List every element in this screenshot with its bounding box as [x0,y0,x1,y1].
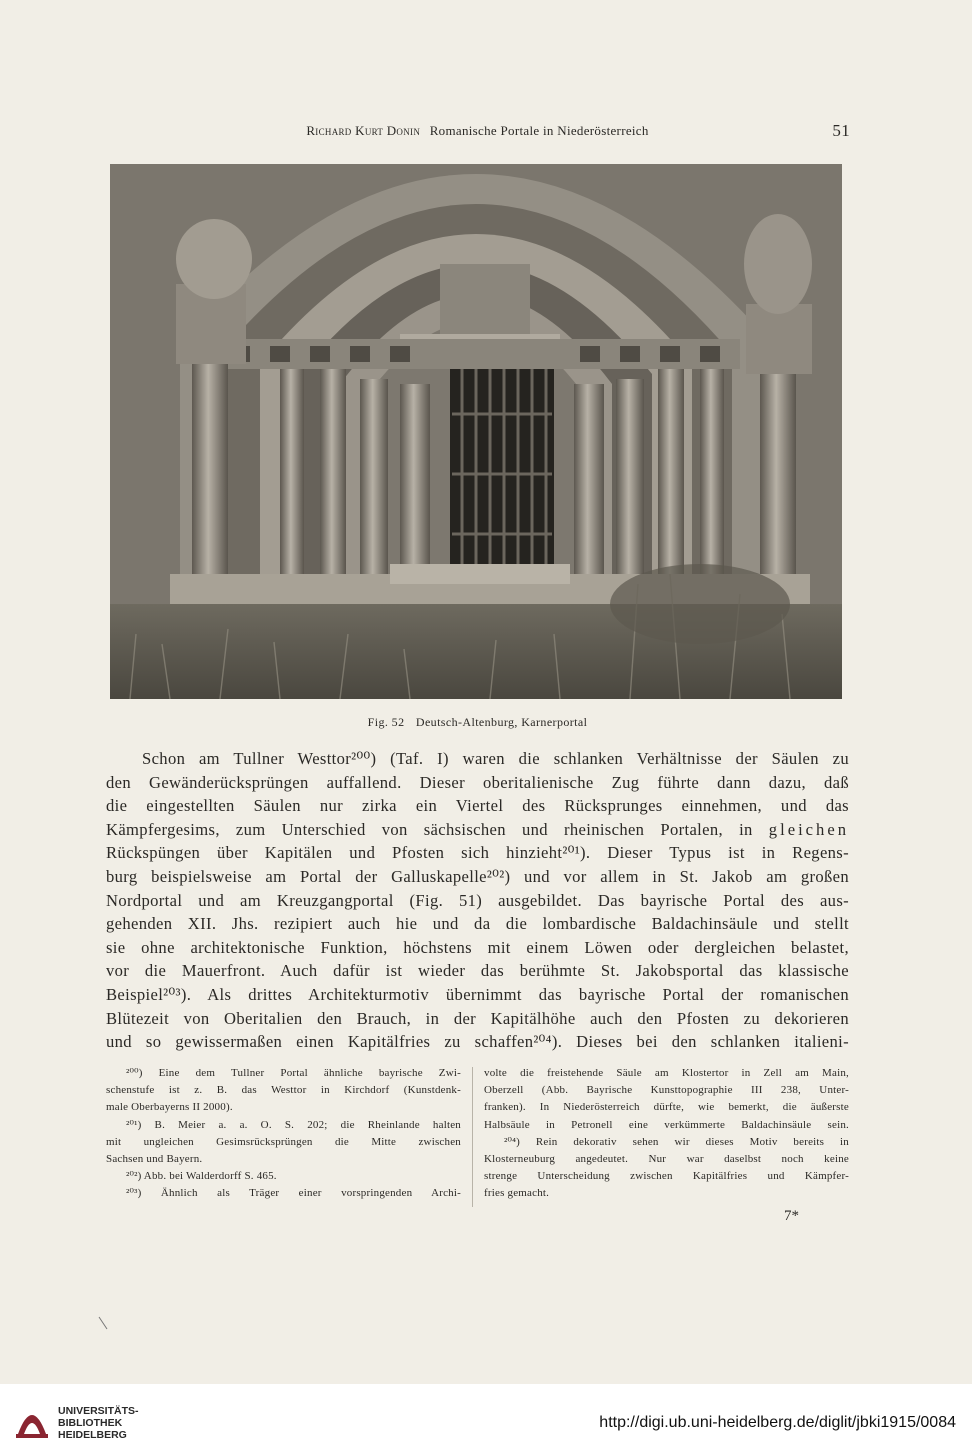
running-head-title-line [105,123,850,139]
footnote-line: strenge Unterscheidung zwischen Kapitälfries und Kämpfer- [484,1170,849,1183]
library-footer [0,1384,972,1456]
running-head-title: Romanische Portale in Niederösterreich [429,123,649,138]
footnotes-right-column [484,1065,849,1203]
body-paragraph [106,747,849,1054]
footnote-line: Klosterneuburg angedeutet. Nur war daselbst noch keine [484,1152,849,1165]
portal-photograph-illustration [110,164,842,699]
footnote-line: ²⁰⁴) Rein dekorativ sehen wir dieses Motiv bereits in [504,1135,849,1148]
library-name [58,1405,139,1441]
running-head-author: Richard Kurt Donin [306,123,421,138]
footnote-line: ²⁰³) Ähnlich als Träger einer vorspringenden Archi- [126,1187,461,1200]
page-number: 51 [832,121,850,140]
body-line: Beispiel²⁰³). Als drittes Architekturmotiv übernimmt das bayrische Portal der romanischen [106,984,849,1004]
body-line [106,818,849,842]
footnote-line: Halbsäule in Petronell eine verkümmerte Baldachinsäule sein. [484,1118,849,1131]
footnote-line: fries gemacht. [484,1187,550,1200]
body-line: Nordportal und am Kreuzgangportal (Fig. 51) ausgebildet. Das bayrische Portal des aus- [106,890,849,910]
body-line: den Gewänderücksprüngen auffallend. Dieser oberitalienische Zug führte dann dazu, daß [106,772,849,792]
body-line: sie ohne architektonische Funktion, höchstens mit einem Löwen oder dergleichen belastet, [106,937,849,957]
figure-caption-text: Deutsch-Altenburg, Karnerportal [415,715,588,729]
library-name-line: UNIVERSITÄTS- [58,1405,139,1417]
body-line: vor die Mauerfront. Auch dafür ist wieder das berühmte St. Jakobsportal das klassische [106,961,849,981]
portal-photograph [110,164,842,699]
body-line: Blütezeit von Oberitalien den Brauch, in der Kapitälhöhe auch den Pfosten zu dekorieren [106,1008,849,1028]
footnote-line: mit ungleichen Gesimsrücksprüngen die Mitte zwischen [106,1135,461,1148]
figure-caption [105,715,850,730]
footnote-line: Oberzell (Abb. Bayrische Kunsttopographie III 238, Unter- [484,1084,849,1097]
library-logo-icon [12,1402,52,1442]
footnote-line: ²⁰²) Abb. bei Walderdorff S. 465. [126,1170,277,1183]
footnote-line: male Oberbayerns II 2000). [106,1101,233,1114]
body-line: Rückspüngen über Kapitälen und Pfosten sich hinzieht²⁰¹). Dieser Typus ist in Regens- [106,843,849,863]
footnote-line: schenstufe ist z. B. das Westtor in Kirchdorf (Kunstdenk- [106,1084,461,1097]
pencil-mark-icon [98,1316,108,1330]
library-name-line: HEIDELBERG [58,1429,127,1441]
figure-label: Fig. 52 [367,715,405,729]
footnotes-left-column [106,1065,461,1203]
body-line: Schon am Tullner Westtor²⁰⁰) (Taf. I) waren die schlanken Verhältnisse der Säulen zu [142,749,849,768]
permalink-url[interactable]: http://digi.ub.uni-heidelberg.de/diglit/jbki1915/0084 [599,1414,956,1431]
body-line: gehenden XII. Jhs. rezipiert auch hie und da die lombardische Baldachinsäule und stellt [106,914,849,934]
spaced-emphasis: gleichen [768,819,849,839]
body-line: burg beispielsweise am Portal der Galluskapelle²⁰²) und vor allem in St. Jakob am großen [106,866,849,886]
footnote-line: Sachsen und Bayern. [106,1152,203,1165]
footnote-line: volte die freistehende Säule am Klostertor in Zell am Main, [484,1067,849,1079]
footnote-column-divider [472,1067,473,1207]
body-line: die eingestellten Säulen nur zirka ein Viertel des Rücksprunges einnehmen, und das [106,796,849,816]
sheet-signature: 7* [784,1208,799,1224]
footnote-line: ²⁰⁰) Eine dem Tullner Portal ähnliche bayrische Zwi- [126,1067,461,1079]
body-line: und so gewissermaßen einen Kapitälfries zu schaffen²⁰⁴). Dieses bei den schlanken italieni- [106,1032,849,1052]
footnote-line: ²⁰¹) B. Meier a. a. O. S. 202; die Rheinlande halten [126,1118,461,1131]
library-name-line: BIBLIOTHEK [58,1417,123,1429]
footnote-line: franken). In Niederösterreich dürfte, wie bemerkt, die äußerste [484,1101,849,1114]
body-line-text: Kämpfergesims, zum Unterschied von sächsischen und rheinischen Portalen, in [106,819,753,839]
